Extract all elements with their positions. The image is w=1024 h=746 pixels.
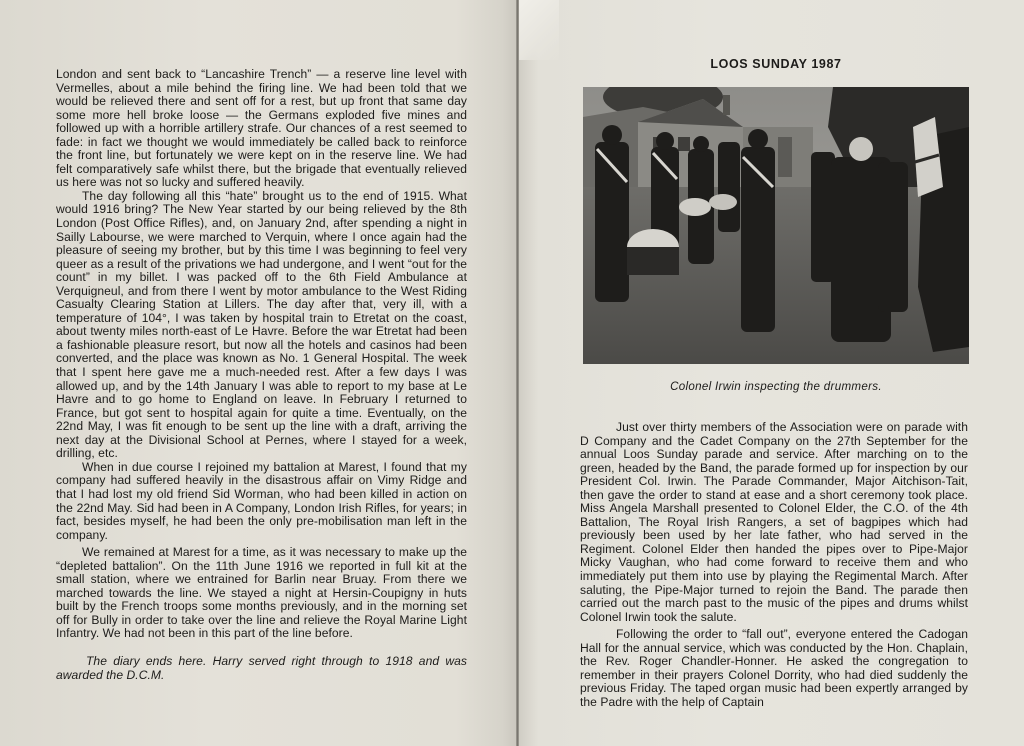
diary-paragraph: London and sent back to “Lancashire Trench” — a reserve line level with Vermelles, about a mile behind the firing line. We had been told that we would be relieved there and sent off for a rest, but up front that same day some more hell broke loose — the Germans exploded five mines and followed up with a horrible artillery strafe. Our chances of a rest seemed to fade: in fact we thought we would immediately be called back to reinforce the front line, but fortunately we were kept on in the reserve line. We had felt comparatively safe whilst there, but the brigade that eventually relieved us here was not so lucky and suffered heavily. [56, 67, 467, 190]
diary-paragraph: The day following all this “hate” brought us to the end of 1915. What would 1916 bring? The New Year started by our being relieved by the 8th London (Post Office Rifles), and, on January 2nd, after spending a night in Sailly Labourse, we were marched to Verquin, where I once again had the pleasure of seeing my brother, but by this time I was beginning to feel very queer as a result of the privations we had undergone, and I went “out for the count” in my billet. I was packed off to the 6th Field Ambulance at Verquigneul, and from there I went by motor ambulance to the West Riding Casualty Clearing Station at Lillers. The day after that, very ill, with a temperature of 104°, I was taken by hospital train to Etretat on the coast, about twenty miles north-east of Le Havre. Before the war Etretat had been a fashionable pleasure resort, but now all the hotels and casinos had been converted, and the place was known as No. 1 General Hospital. The week that I spent here gave me a much-needed rest. After a few days I was allowed up, and by the 14th January I was able to report to my base at Le Havre and to go home to England on leave. In February I returned to France, but got sent to hospital again for quite a time. Eventually, on the 22nd May, I was fit enough to be sent up the line with a draft, arriving the next day at the Divisional School at Pernes, where I stayed for a week, drilling, etc. [56, 188, 467, 461]
article-paragraph: Just over thirty members of the Association were on parade with D Company and the Cadet Company on the 27th September for the annual Loos Sunday parade and service. After marching on to the green, headed by the Band, the parade formed up for inspection by our President Col. Irwin. The Parade Commander, Major Aitchison-Tait, then gave the order to stand at ease and a short ceremony took place. Miss Angela Marshall presented to Colonel Elder, the C.O. of the 4th Battalion, The Royal Irish Rangers, a set of bagpipes which had previously been used by her late father, who had served in the Regiment. Colonel Elder then handed the pipes over to Pipe-Major Micky Vaughan, who had come forward to receive them and who immediately put them into use by playing the Regimental March. After saluting, the Pipe-Major turned to rejoin the Band. The parade then carried out the march past to the music of the pipes and drums whilst Colonel Irwin took the salute. [580, 420, 968, 624]
diary-paragraph: When in due course I rejoined my battalion at Marest, I found that my company had suffered heavily in the disastrous affair on Vimy Ridge and that I had lost my old friend Sid Worman, who had been killed in action on the 22nd May. Sid had been in A Company, London Irish Rifles, for years; in fact, besides myself, he had been the only pre-mobilisation man left in the company. [56, 459, 467, 542]
right-page-text [580, 421, 968, 709]
diary-paragraph: We remained at Marest for a time, as it was necessary to make up the “depleted battalion”. On the 11th June 1916 we reported in full kit at the small station, where we entrained for Barlin near Bruay. From there we marched towards the line. We stayed a night at Hersin-Coupigny in huts built by the French troops some months previously, and in the morning set off for Bully in order to take over the line and relieve the Royal Marine Light Infantry. We had not been in this part of the line before. [56, 545, 467, 641]
left-page-text [56, 68, 467, 682]
photo-caption: Colonel Irwin inspecting the drummers. [670, 380, 882, 393]
editorial-note: The diary ends here. Harry served right through to 1918 and was awarded the D.C.M. [56, 653, 467, 682]
article-title: LOOS SUNDAY 1987 [710, 57, 842, 71]
article-paragraph: Following the order to “fall out”, everyone entered the Cadogan Hall for the annual service, which was conducted by the Hon. Chaplain, the Rev. Roger Chandler-Honner. He asked the congregation to remember in their prayers Colonel Dorrity, who had died suddenly the previous Friday. The taped organ music had been expertly arranged by the Padre with the help of Captain [580, 627, 968, 709]
page-corner-fold [519, 0, 559, 60]
parade-photo-illustration [583, 87, 969, 364]
book-spine [516, 0, 519, 746]
parade-photo [583, 87, 969, 364]
